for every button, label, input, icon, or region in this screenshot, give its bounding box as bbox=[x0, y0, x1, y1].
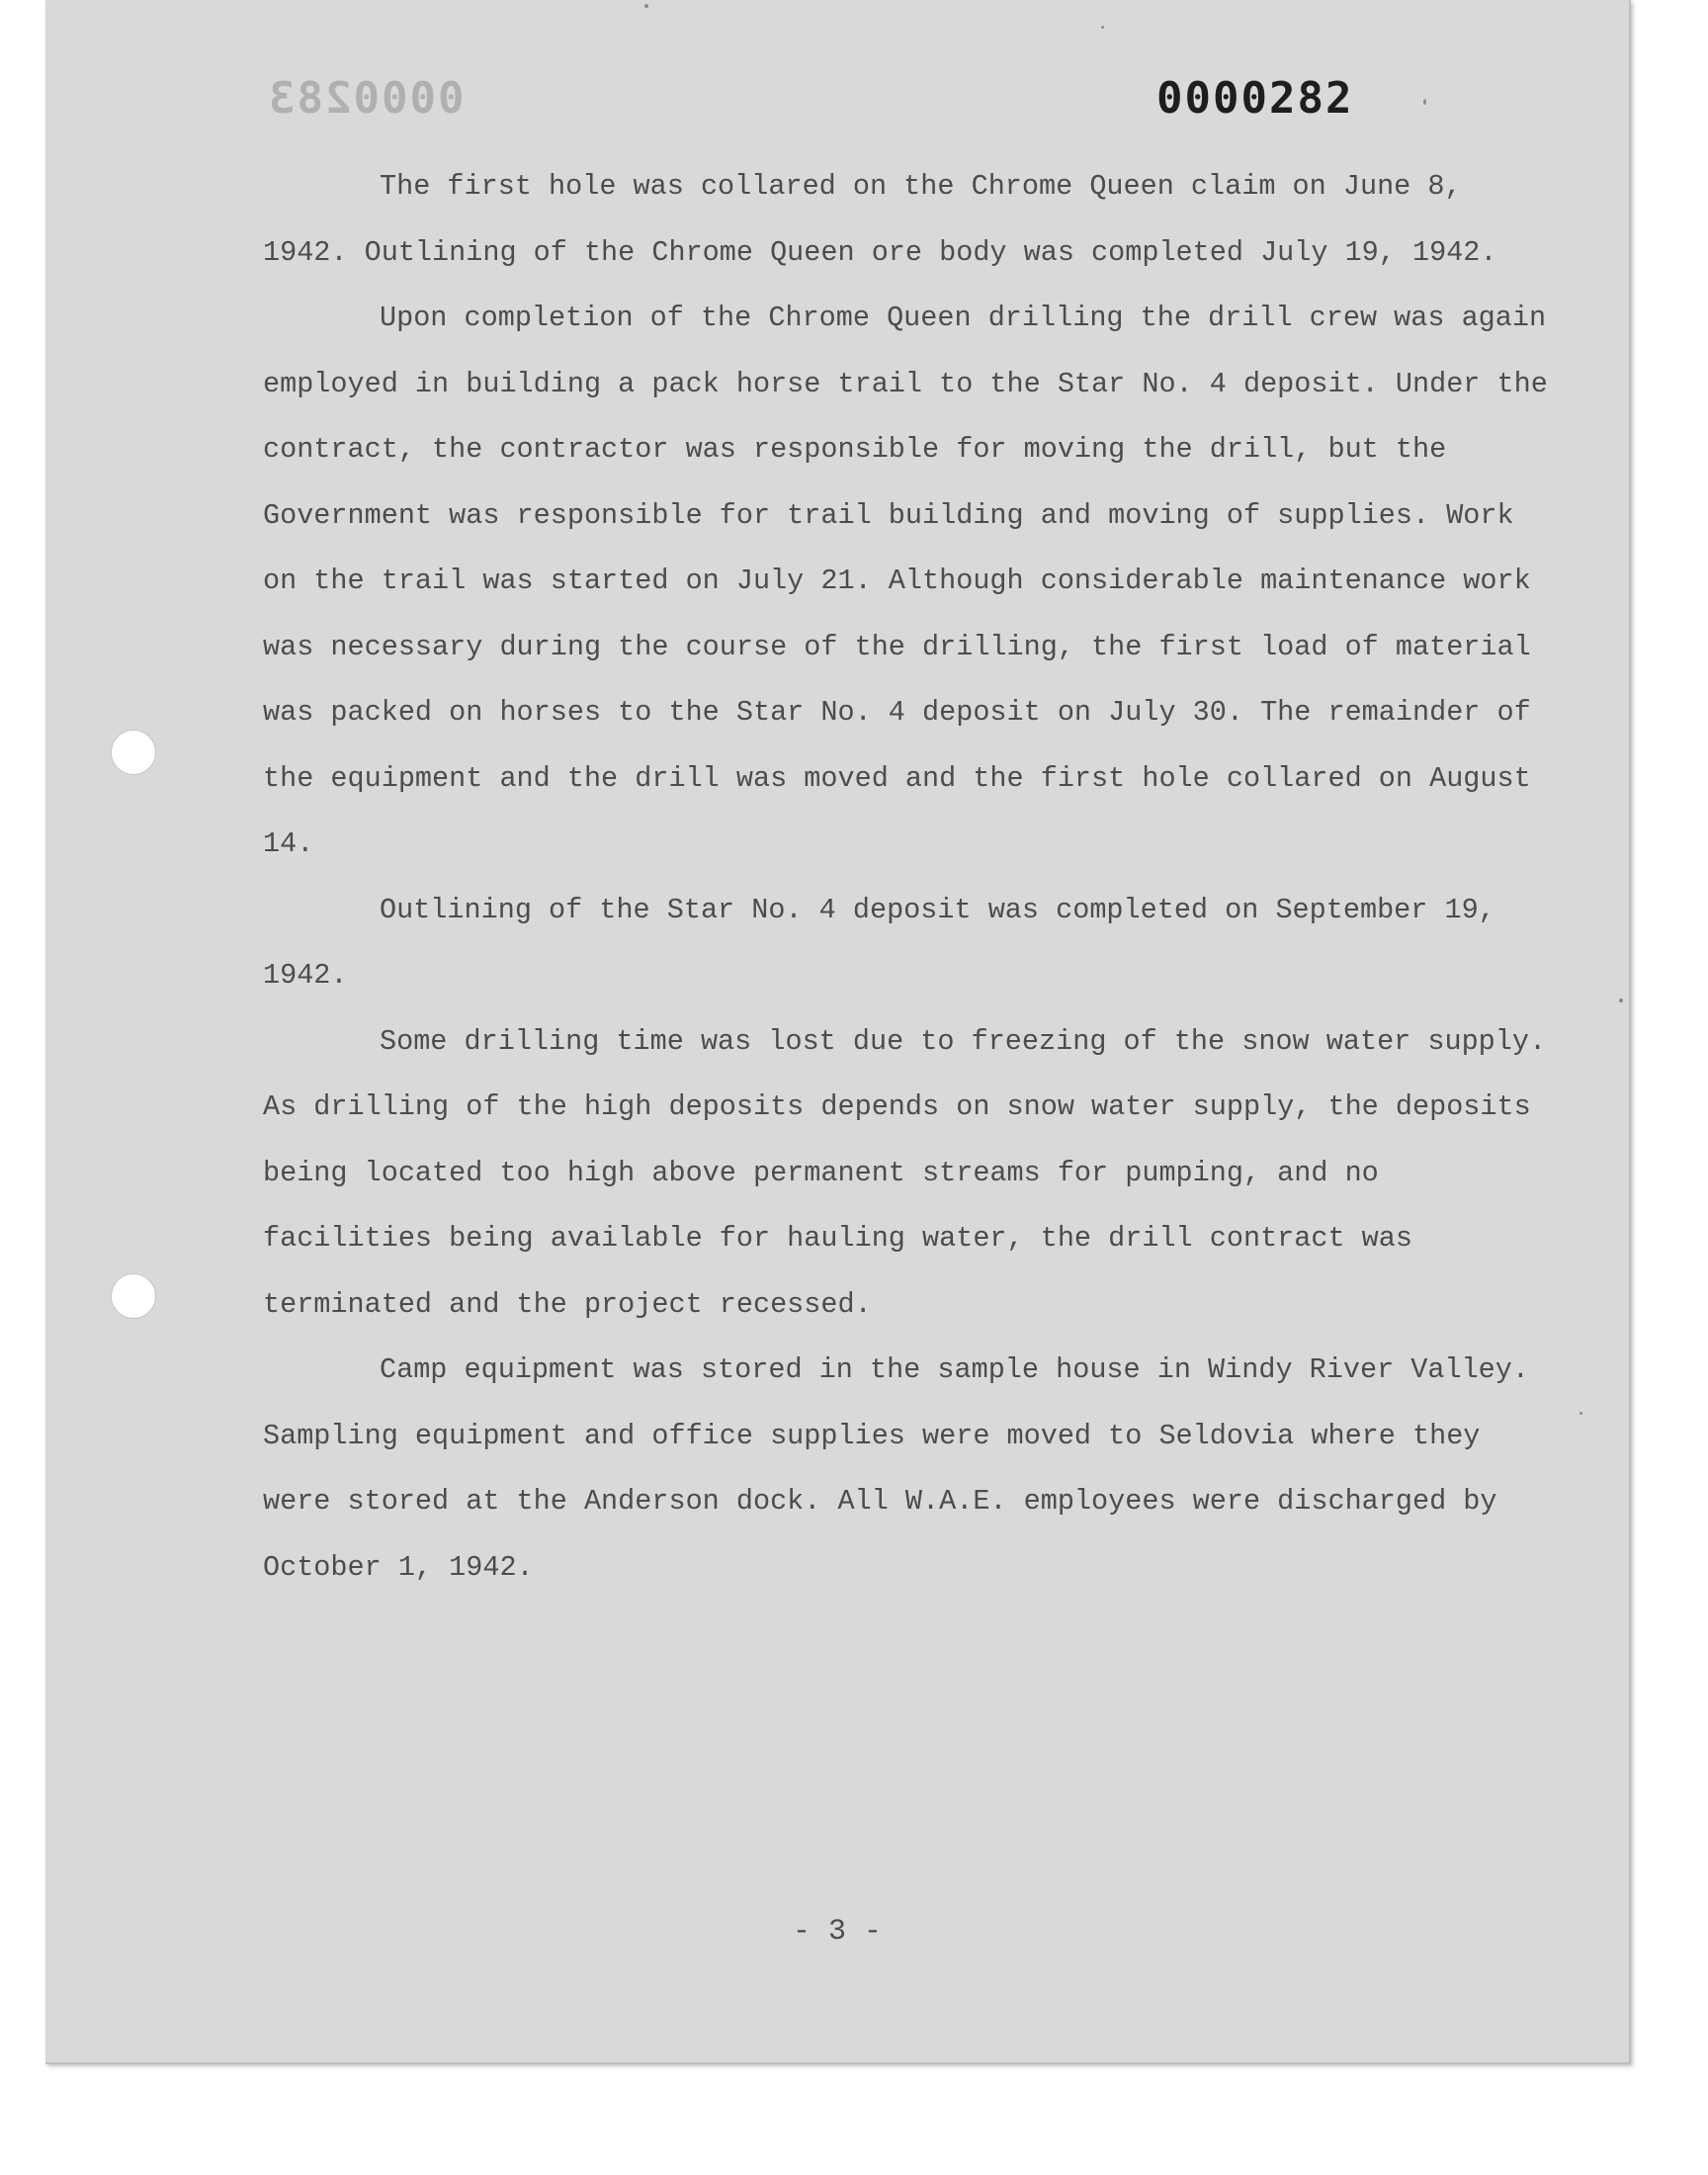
punch-hole-lower bbox=[111, 1273, 156, 1319]
punch-hole-upper bbox=[111, 730, 156, 775]
stamp-number: 0000282 bbox=[1156, 73, 1354, 124]
paragraph-1: The first hole was collared on the Chrome Queen claim on June 8, 1942. Outlining of the Chrome Queen ore body was completed July 19, 1942. bbox=[263, 170, 1497, 269]
paragraph-2: Upon completion of the Chrome Queen drilling the drill crew was again employed in building a pack horse trail to the Star No. 4 deposit. Under the contract, the contractor was responsible for moving the drill, but the Government was responsible for trail building and moving of supplies. Work on the trail was started on July 21. Although considerable maintenance work was necessary during the course of the drilling, the first load of material was packed on horses to the Star No. 4 deposit on July 30. The remainder of the equipment and the drill was moved and the first hole collared on August 14. bbox=[263, 302, 1548, 860]
page-number: - 3 - bbox=[792, 1915, 882, 1949]
ghost-stamp-number: 0000283 bbox=[267, 73, 465, 124]
dust-speck bbox=[1423, 99, 1426, 105]
dust-speck bbox=[1619, 999, 1623, 1002]
dust-speck bbox=[644, 4, 648, 8]
dust-speck bbox=[1580, 1412, 1582, 1415]
body-text bbox=[263, 154, 1548, 1601]
paragraph-3: Outlining of the Star No. 4 deposit was completed on September 19, 1942. bbox=[263, 893, 1495, 992]
paragraph-4: Some drilling time was lost due to freezing of the snow water supply. As drilling of the high deposits depends on snow water supply, the deposits being located too high above permanent streams for pumping, and no facilities being available for hauling water, the drill contract was terminated and the project recessed. bbox=[263, 1024, 1547, 1321]
paper-sheet bbox=[45, 0, 1631, 2064]
dust-speck bbox=[1101, 26, 1104, 29]
paragraph-5: Camp equipment was stored in the sample house in Windy River Valley. Sampling equipment and office supplies were moved to Seldovia where they were stored at the Anderson dock. All W.A.E. employees were discharged by October 1, 1942. bbox=[263, 1353, 1529, 1584]
